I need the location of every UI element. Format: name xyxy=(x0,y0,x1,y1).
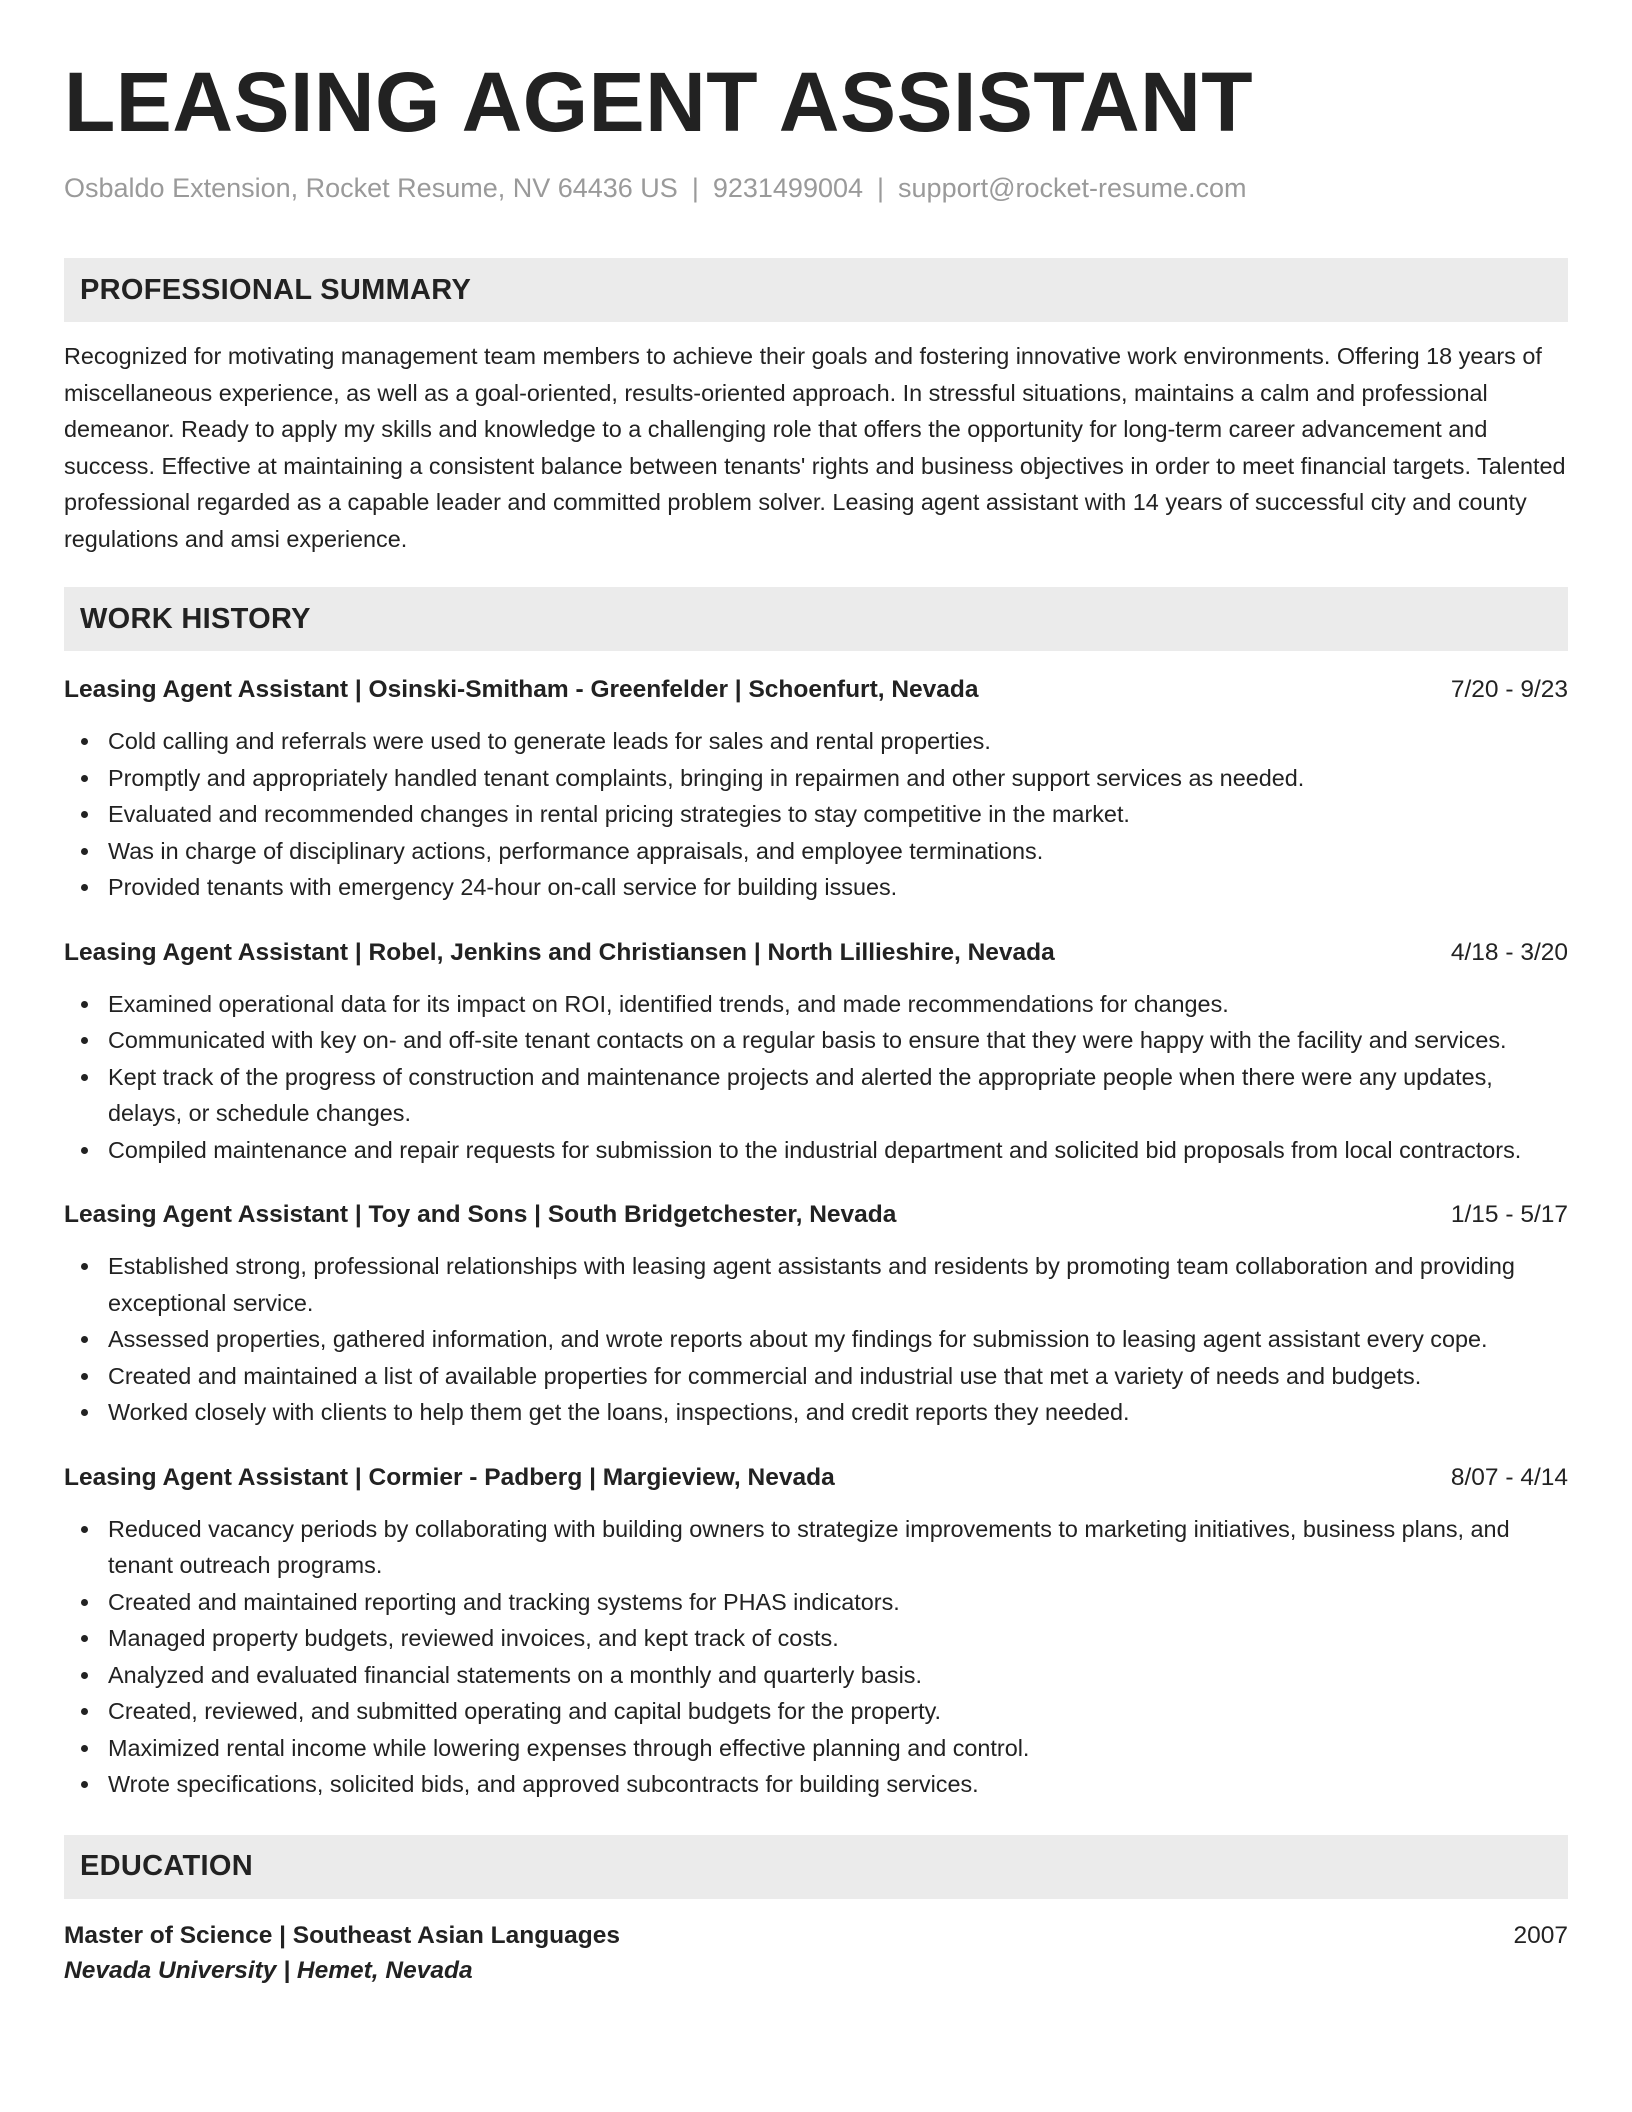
job-bullet: Evaluated and recommended changes in rental pricing strategies to stay competitive in the market. xyxy=(64,796,1568,833)
contact-email: support@rocket-resume.com xyxy=(898,173,1247,203)
job-bullet: Kept track of the progress of construction and maintenance projects and alerted the appropriate people when there were any updates, delays, or schedule changes. xyxy=(64,1059,1568,1132)
job-title: Leasing Agent Assistant | Osinski-Smitham - Greenfelder | Schoenfurt, Nevada xyxy=(64,676,979,703)
job-header xyxy=(64,673,1568,707)
education-year: 2007 xyxy=(1513,1921,1568,1949)
job-header xyxy=(64,1198,1568,1232)
job-bullet: Compiled maintenance and repair requests for submission to the industrial department and solicited bid proposals from local contractors. xyxy=(64,1132,1568,1169)
job-dates: 1/15 - 5/17 xyxy=(1450,1201,1568,1228)
job-bullet: Wrote specifications, solicited bids, and approved subcontracts for building services. xyxy=(64,1766,1568,1803)
job-entry xyxy=(64,1461,1568,1803)
job-bullet: Maximized rental income while lowering expenses through effective planning and control. xyxy=(64,1730,1568,1767)
job-bullet: Was in charge of disciplinary actions, performance appraisals, and employee terminations. xyxy=(64,833,1568,870)
summary-text: Recognized for motivating management team members to achieve their goals and fostering innovative work environments. Offering 18 years of miscellaneous experience, as well as a goal-oriented, results-oriented approach. In stressful situations, maintains a calm and professional demeanor. Ready to apply my skills and knowledge to a challenging role that offers the opportunity for long-term career advancement and success. Effective at maintaining a consistent balance between tenants' rights and business objectives in order to meet financial targets. Talented professional regarded as a capable leader and committed problem solver. Leasing agent assistant with 14 years of successful city and county regulations and amsi experience. xyxy=(64,343,1566,552)
job-dates: 8/07 - 4/14 xyxy=(1450,1463,1568,1491)
job-bullet: Created, reviewed, and submitted operating and capital budgets for the property. xyxy=(64,1693,1568,1730)
work-history-list xyxy=(64,673,1568,1803)
job-bullet: Analyzed and evaluated financial statements on a monthly and quarterly basis. xyxy=(64,1657,1568,1694)
job-title: Leasing Agent Assistant | Robel, Jenkins and Christiansen | North Lillieshire, Nevada xyxy=(64,938,1055,966)
education-entry xyxy=(64,1919,1568,1989)
job-bullets xyxy=(64,986,1568,1169)
candidate-title: LEASING AGENT ASSISTANT xyxy=(64,55,1254,149)
job-bullet: Assessed properties, gathered information, and wrote reports about my findings for submission to leasing agent assistant every cope. xyxy=(64,1321,1568,1358)
contact-address: Osbaldo Extension, Rocket Resume, NV 64436 US xyxy=(64,173,678,203)
contact-separator: | xyxy=(691,173,699,203)
job-header xyxy=(64,1461,1568,1495)
job-bullets xyxy=(64,1248,1568,1431)
contact-line xyxy=(64,170,1568,206)
job-bullet: Provided tenants with emergency 24-hour on-call service for building issues. xyxy=(64,869,1568,906)
job-title: Leasing Agent Assistant | Toy and Sons | South Bridgetchester, Nevada xyxy=(64,1201,897,1228)
job-title: Leasing Agent Assistant | Cormier - Padberg | Margieview, Nevada xyxy=(64,1463,835,1491)
education-header xyxy=(64,1919,1568,1953)
contact-separator: | xyxy=(877,173,885,203)
job-bullet: Managed property budgets, reviewed invoices, and kept track of costs. xyxy=(64,1620,1568,1657)
summary-heading: PROFESSIONAL SUMMARY xyxy=(64,258,1568,322)
job-bullet: Promptly and appropriately handled tenant complaints, bringing in repairmen and other support services as needed. xyxy=(64,760,1568,797)
job-entry xyxy=(64,936,1568,1169)
job-bullet: Created and maintained reporting and tracking systems for PHAS indicators. xyxy=(64,1584,1568,1621)
job-bullet: Worked closely with clients to help them get the loans, inspections, and credit reports they needed. xyxy=(64,1394,1568,1431)
job-entry xyxy=(64,1198,1568,1431)
education-heading: EDUCATION xyxy=(64,1835,1568,1899)
job-bullets xyxy=(64,1511,1568,1803)
job-bullet: Reduced vacancy periods by collaborating with building owners to strategize improvements to marketing initiatives, business plans, and tenant outreach programs. xyxy=(64,1511,1568,1584)
job-dates: 7/20 - 9/23 xyxy=(1450,676,1568,703)
job-bullet: Created and maintained a list of available properties for commercial and industrial use that met a variety of needs and budgets. xyxy=(64,1358,1568,1395)
job-bullet: Communicated with key on- and off-site tenant contacts on a regular basis to ensure that they were happy with the facility and services. xyxy=(64,1022,1568,1059)
job-bullets xyxy=(64,723,1568,906)
education-degree: Master of Science | Southeast Asian Languages xyxy=(64,1921,620,1949)
job-bullet: Cold calling and referrals were used to generate leads for sales and rental properties. xyxy=(64,723,1568,760)
job-entry xyxy=(64,673,1568,906)
job-bullet: Established strong, professional relationships with leasing agent assistants and residents by promoting team collaboration and providing exceptional service. xyxy=(64,1248,1568,1321)
work-history-heading: WORK HISTORY xyxy=(64,587,1568,651)
job-header xyxy=(64,936,1568,970)
job-dates: 4/18 - 3/20 xyxy=(1450,938,1568,966)
job-bullet: Examined operational data for its impact on ROI, identified trends, and made recommendations for changes. xyxy=(64,986,1568,1023)
contact-phone: 9231499004 xyxy=(712,173,864,203)
education-school: Nevada University | Hemet, Nevada xyxy=(64,1956,473,1984)
